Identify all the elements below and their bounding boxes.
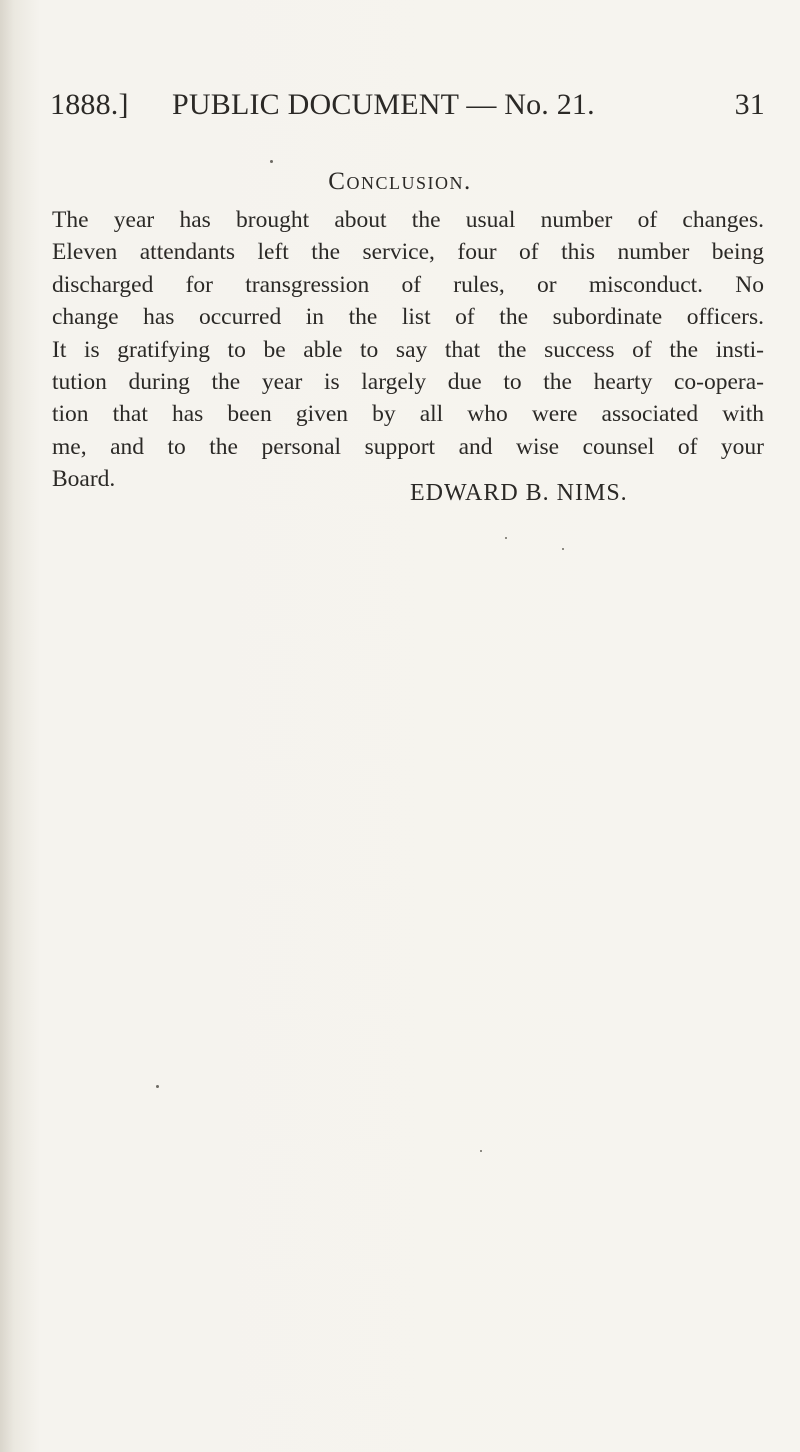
paper-speck <box>270 160 273 163</box>
paragraph-line: Board. <box>52 466 116 493</box>
paper-speck <box>156 1085 159 1088</box>
page-number: 31 <box>734 88 765 121</box>
body-paragraph <box>52 204 764 496</box>
paragraph-line: me, and to the personal support and wise counsel of your <box>52 433 764 460</box>
header-year: 1888.] <box>50 88 129 121</box>
header-title: PUBLIC DOCUMENT — No. 21. <box>172 88 595 121</box>
paragraph-line: It is gratifying to be able to say that the success of the insti- <box>52 336 764 363</box>
paragraph-line: Eleven attendants left the service, four of this number being <box>52 239 764 266</box>
paragraph-line: change has occurred in the list of the subordinate officers. <box>52 304 764 331</box>
paper-speck <box>505 537 507 539</box>
running-head <box>50 88 765 128</box>
paper-speck <box>480 1150 482 1152</box>
section-title: Conclusion. <box>328 168 472 195</box>
paragraph-line: tion that has been given by all who were associated with <box>52 401 764 428</box>
paragraph-line: The year has brought about the usual number of changes. <box>52 207 764 233</box>
paper-speck <box>562 548 564 550</box>
paragraph-line: tution during the year is largely due to the hearty co-opera- <box>52 368 764 395</box>
signature: EDWARD B. NIMS. <box>410 480 628 506</box>
paragraph-line: discharged for transgression of rules, or misconduct. No <box>52 271 764 298</box>
